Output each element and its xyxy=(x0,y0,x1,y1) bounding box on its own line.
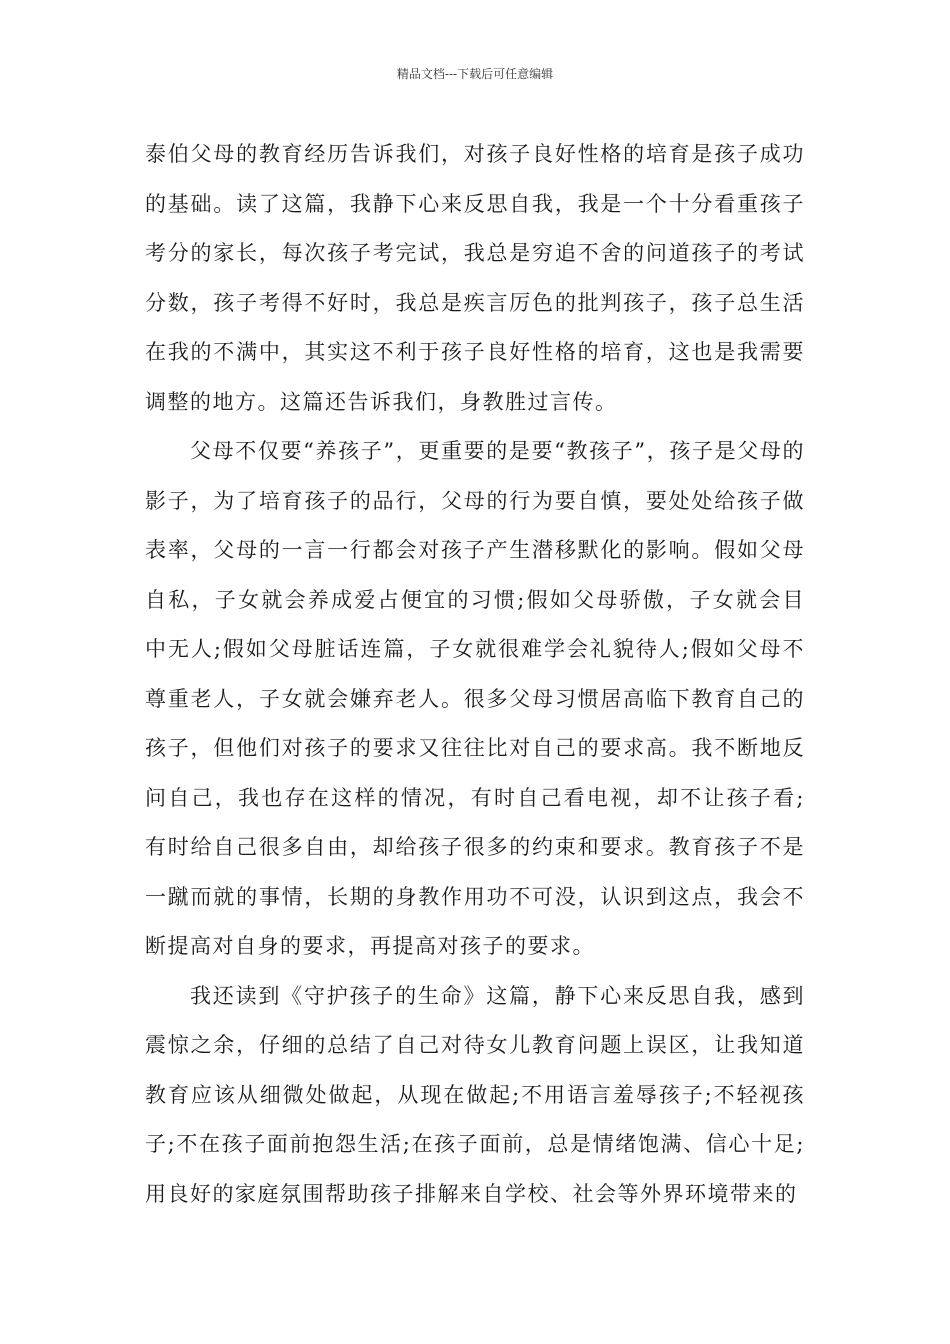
paragraph-1: 泰伯父母的教育经历告诉我们，对孩子良好性格的培育是孩子成功的基础。读了这篇，我静下心来反思自我，我是一个十分看重孩子考分的家长，每次孩子考完试，我总是穷追不舍的问道孩子的考试分数，孩子考得不好时，我总是疾言厉色的批判孩子，孩子总生活在我的不满中，其实这不利于孩子良好性格的培育，这也是我需要调整的地方。这篇还告诉我们，身教胜过言传。 xyxy=(145,142,805,414)
document-body xyxy=(145,130,805,1219)
paragraph-2: 父母不仅要“养孩子”，更重要的是要“教孩子”，孩子是父母的影子，为了培育孩子的品行，父母的行为要自慎，要处处给孩子做表率，父母的一言一行都会对孩子产生潜移默化的影响。假如父母自私，子女就会养成爱占便宜的习惯;假如父母骄傲，子女就会目中无人;假如父母脏话连篇，子女就很难学会礼貌待人;假如父母不尊重老人，子女就会嫌弃老人。很多父母习惯居高临下教育自己的孩子，但他们对孩子的要求又往往比对自己的要求高。我不断地反问自己，我也存在这样的情况，有时自己看电视，却不让孩子看;有时给自己很多自由，却给孩子很多的约束和要求。教育孩子不是一蹴而就的事情，长期的身教作用功不可没，认识到这点，我会不断提高对自身的要求，再提高对孩子的要求。 xyxy=(145,439,805,958)
paragraph-3: 我还读到《守护孩子的生命》这篇，静下心来反思自我，感到震惊之余，仔细的总结了自己对待女儿教育问题上误区，让我知道教育应该从细微处做起，从现在做起;不用语言羞辱孩子;不轻视孩子;不在孩子面前抱怨生活;在孩子面前，总是情绪饱满、信心十足;用良好的家庭氛围帮助孩子排解来自学校、社会等外界环境带来的 xyxy=(145,983,805,1206)
page-header: 精品文档---下载后可任意编辑 xyxy=(396,67,554,81)
